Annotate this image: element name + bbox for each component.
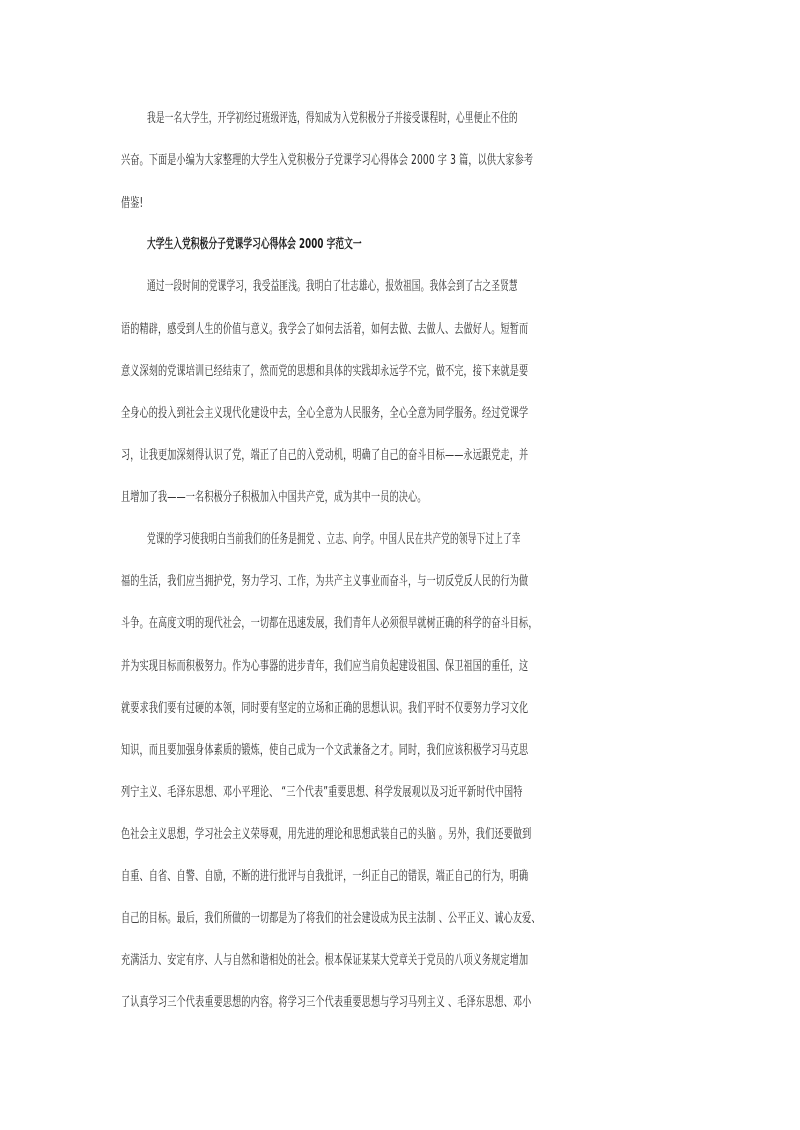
paragraph-line: 就要求我们要有过硬的本领，同时要有坚定的立场和正确的思想认识。我们平时不仅要努力学习文化	[121, 701, 529, 716]
paragraph-line: 色社会主义思想，学习社会主义荣辱观，用先进的理论和思想武装自己的头脑 。另外，我们还要做到	[121, 827, 532, 842]
section-title: 大学生入党积极分子党课学习心得体会 2000 字范文一	[147, 237, 362, 252]
paragraph-line: 列宁主义、毛泽东思想、邓小平理论、 “三个代表”重要思想、科学发展观以及习近平新时代中国特	[121, 785, 523, 800]
paragraph-line: 自重、自省、自警、自励，不断的进行批评与自我批评，一纠正自己的错误，端正自己的行为，明确	[121, 869, 529, 884]
intro-line: 我是一名大学生，开学初经过班级评选，得知成为入党积极分子并接受课程时，心里便止不住的	[147, 111, 518, 126]
paragraph-line: 全身心的投入到社会主义现代化建设中去，全心全意为人民服务，全心全意为同学服务。经过党课学	[121, 406, 529, 421]
paragraph-line: 语的精辟，感受到人生的价值与意义。我学会了如何去活着，如何去做、去做人、去做好人。短暂而	[121, 322, 529, 337]
paragraph-line: 并为实现目标而积极努力。作为心事器的进步青年，我们应当肩负起建设祖国、保卫祖国的重任，这	[121, 659, 529, 674]
paragraph-line: 知识，而且要加强身体素质的锻炼，使自己成为一个文武兼备之才。同时，我们应该积极学习马克思	[121, 743, 529, 758]
intro-line: 兴奋。下面是小编为大家整理的大学生入党积极分子党课学习心得体会 2000 字 3 篇，以供大家参考	[121, 153, 534, 168]
paragraph-line: 意义深刻的党课培训已经结束了，然而党的思想和具体的实践却永远学不完，做不完，接下来就是要	[121, 364, 529, 379]
paragraph-line: 且增加了我——一名积极分子积极加入中国共产党，成为其中一员的决心。	[121, 490, 427, 505]
paragraph-line: 了认真学习三个代表重要思想的内容。将学习三个代表重要思想与学习马列主义 、毛泽东思想、邓小	[121, 995, 532, 1010]
paragraph-line: 通过一段时间的党课学习，我受益匪浅。我明白了壮志雄心，报效祖国。我体会到了古之圣贤慧	[147, 279, 518, 294]
paragraph-line: 斗争。在高度文明的现代社会，一切都在迅速发展，我们青年人必须很早就树正确的科学的奋斗目标，	[121, 616, 538, 631]
paragraph-line: 党课的学习使我明白当前我们的任务是拥党 、立志、向学。中国人民在共产党的领导下过上了幸	[147, 532, 521, 547]
paragraph-line: 习，让我更加深刻得认识了党，端正了自己的入党动机，明确了自己的奋斗目标——永远跟党走，并	[121, 448, 529, 463]
paragraph-line: 充满活力、安定有序、人与自然和谐相处的社会。根本保证某某大党章关于党员的八项义务规定增加	[121, 953, 529, 968]
paragraph-line: 福的生活，我们应当拥护党，努力学习、工作，为共产主义事业而奋斗，与一切反党反人民的行为做	[121, 574, 529, 589]
paragraph-line: 自己的目标。最后，我们所做的一切都是为了将我们的社会建设成为民主法制 、公平正义、诚心友爱、	[121, 911, 541, 926]
intro-line: 借鉴!	[121, 196, 144, 211]
